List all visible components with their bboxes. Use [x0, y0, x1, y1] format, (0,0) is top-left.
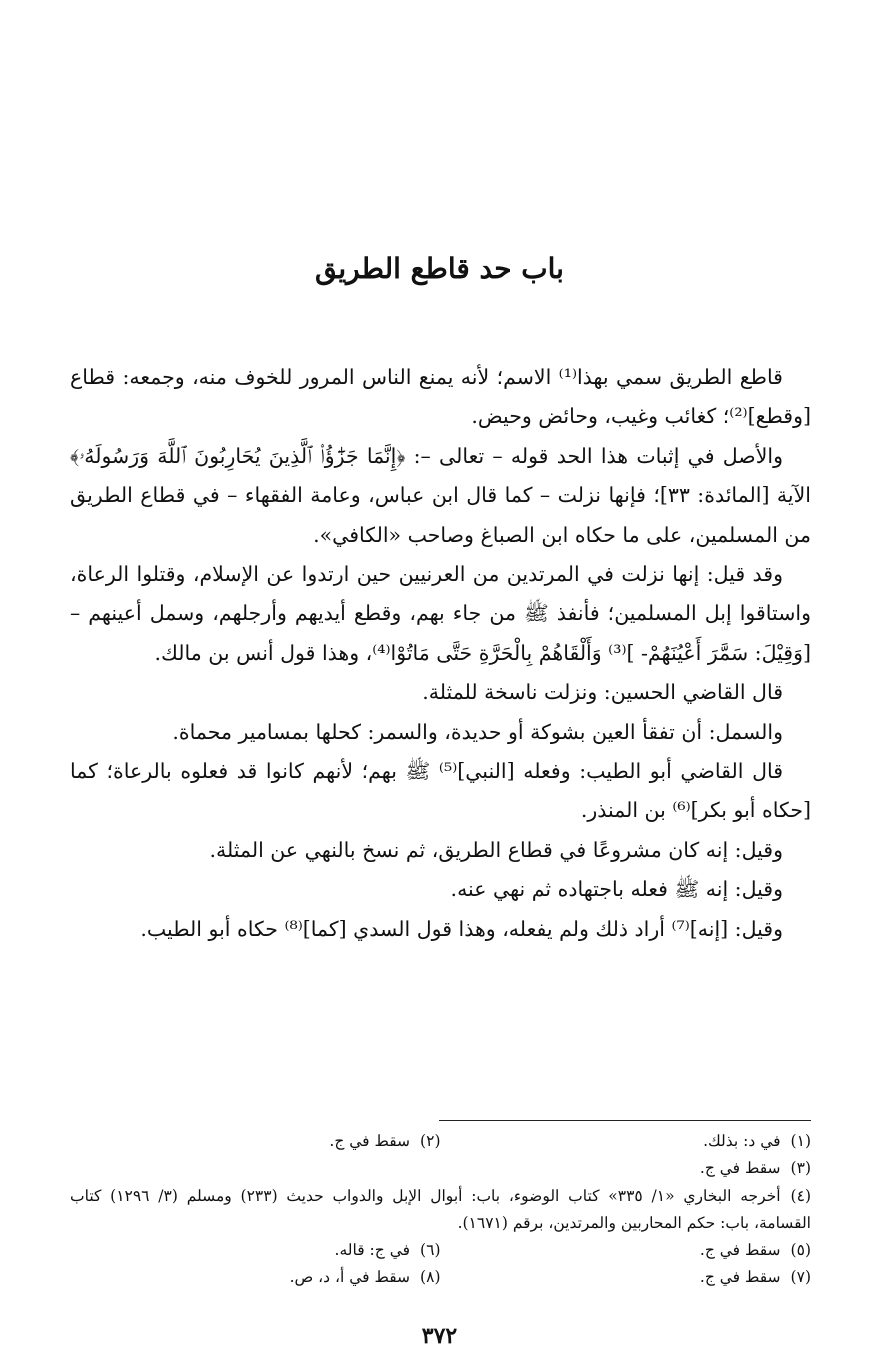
footnote — [70, 1237, 441, 1264]
footnote — [70, 1183, 811, 1238]
footnote — [441, 1264, 812, 1291]
footnote-number: (٣) — [790, 1159, 811, 1178]
footnote-text: أخرجه البخاري «١/ ٣٣٥» كتاب الوضوء، باب: أبوال الإبل والدواب حديث (٢٣٣) ومسلم (٣/ ١٢٩٦) كتاب القسامة، باب: حكم المحاربين والمرتدين، برقم (١٦٧١). — [70, 1186, 811, 1232]
footnote — [441, 1155, 812, 1182]
paragraph: قال القاضي أبو الطيب: وفعله [النبي]⁽⁵⁾ ﷺ بهم؛ لأنهم كانوا قد فعلوه بالرعاة؛ كما [حكاه أبو بكر]⁽⁶⁾ بن المنذر. — [70, 759, 811, 823]
footnote-number: (٢) — [420, 1132, 441, 1150]
paragraph: وقد قيل: إنها نزلت في المرتدين من العرنيين حين ارتدوا عن الإسلام، وقتلوا الرعاة، واستاقوا إبل المسلمين؛ فأنفذ ﷺ من جاء بهم، وقطع أيديهم وأرجلهم، وسمل أعينهم – [وَقِيْلَ: سَمَّرَ أَعْيُنَهُمْ- ]⁽³⁾ وَأَلْقَاهُمْ بِالْحَرَّةِ حَتَّى مَاتُوْا⁽⁴⁾، وهذا قول أنس بن مالك. — [70, 562, 811, 665]
footnote-text: في ج: قاله. — [334, 1241, 411, 1260]
chapter-title: باب حد قاطع الطريق — [315, 252, 564, 285]
footnote-row — [70, 1264, 811, 1291]
footnote-text: سقط في ج. — [329, 1132, 411, 1150]
footnote-text: سقط في ج. — [699, 1241, 781, 1260]
footnotes — [70, 1128, 811, 1292]
paragraph: وقيل: إنه ﷺ فعله باجتهاده ثم نهي عنه. — [450, 877, 783, 902]
paragraph: والسمل: أن تفقأ العين بشوكة أو حديدة، والسمر: كحلها بمسامير محماة. — [172, 719, 783, 744]
paragraph: وقيل: إنه كان مشروعًا في قطاع الطريق، ثم نسخ بالنهي عن المثلة. — [209, 837, 783, 862]
footnote-row — [70, 1128, 811, 1155]
page-number: ٣٧٢ — [421, 1323, 458, 1349]
footnote-row — [70, 1237, 811, 1264]
footnote-row — [70, 1155, 811, 1182]
paragraph: والأصل في إثبات هذا الحد قوله – تعالى –: ﴿إِنَّمَا جَزَٰٓؤُا۟ ٱلَّذِينَ يُحَارِبُونَ ٱللَّهَ وَرَسُولَهُۥ﴾ الآية [المائدة: ٣٣]؛ فإنها نزلت – كما قال ابن عباس، وعامة الفقهاء – في قطاع الطريق من المسلمين، على ما حكاه ابن الصباغ وصاحب «الكافي». — [70, 443, 811, 547]
footnote-number: (٧) — [790, 1268, 811, 1287]
footnote-number: (١) — [790, 1132, 811, 1150]
footnote-text: سقط في ج. — [699, 1159, 781, 1178]
footnote — [441, 1128, 812, 1155]
footnote-text: في د: بذلك. — [703, 1132, 781, 1150]
footnote-number: (٦) — [420, 1241, 441, 1260]
footnote-number: (٨) — [420, 1268, 441, 1287]
main-text — [70, 358, 811, 949]
footnote — [441, 1237, 812, 1264]
footnote — [70, 1264, 441, 1291]
paragraph: وقيل: [إنه]⁽⁷⁾ أراد ذلك ولم يفعله، وهذا قول السدي [كما]⁽⁸⁾ حكاه أبو الطيب. — [140, 916, 783, 941]
footnote-text: سقط في ج. — [699, 1268, 781, 1287]
paragraph: قال القاضي الحسين: ونزلت ناسخة للمثلة. — [422, 680, 783, 705]
footnote-number: (٥) — [790, 1241, 811, 1260]
footnote — [70, 1128, 441, 1155]
paragraph: قاطع الطريق سمي بهذا⁽¹⁾ الاسم؛ لأنه يمنع الناس المرور للخوف منه، وجمعه: قطاع [وقطع]⁽²⁾؛ كغائب وغيب، وحائض وحيض. — [70, 365, 811, 429]
footnote-text: سقط في أ، د، ص. — [289, 1268, 411, 1287]
footnote-divider — [439, 1120, 811, 1121]
footnote-number: (٤) — [790, 1186, 811, 1205]
